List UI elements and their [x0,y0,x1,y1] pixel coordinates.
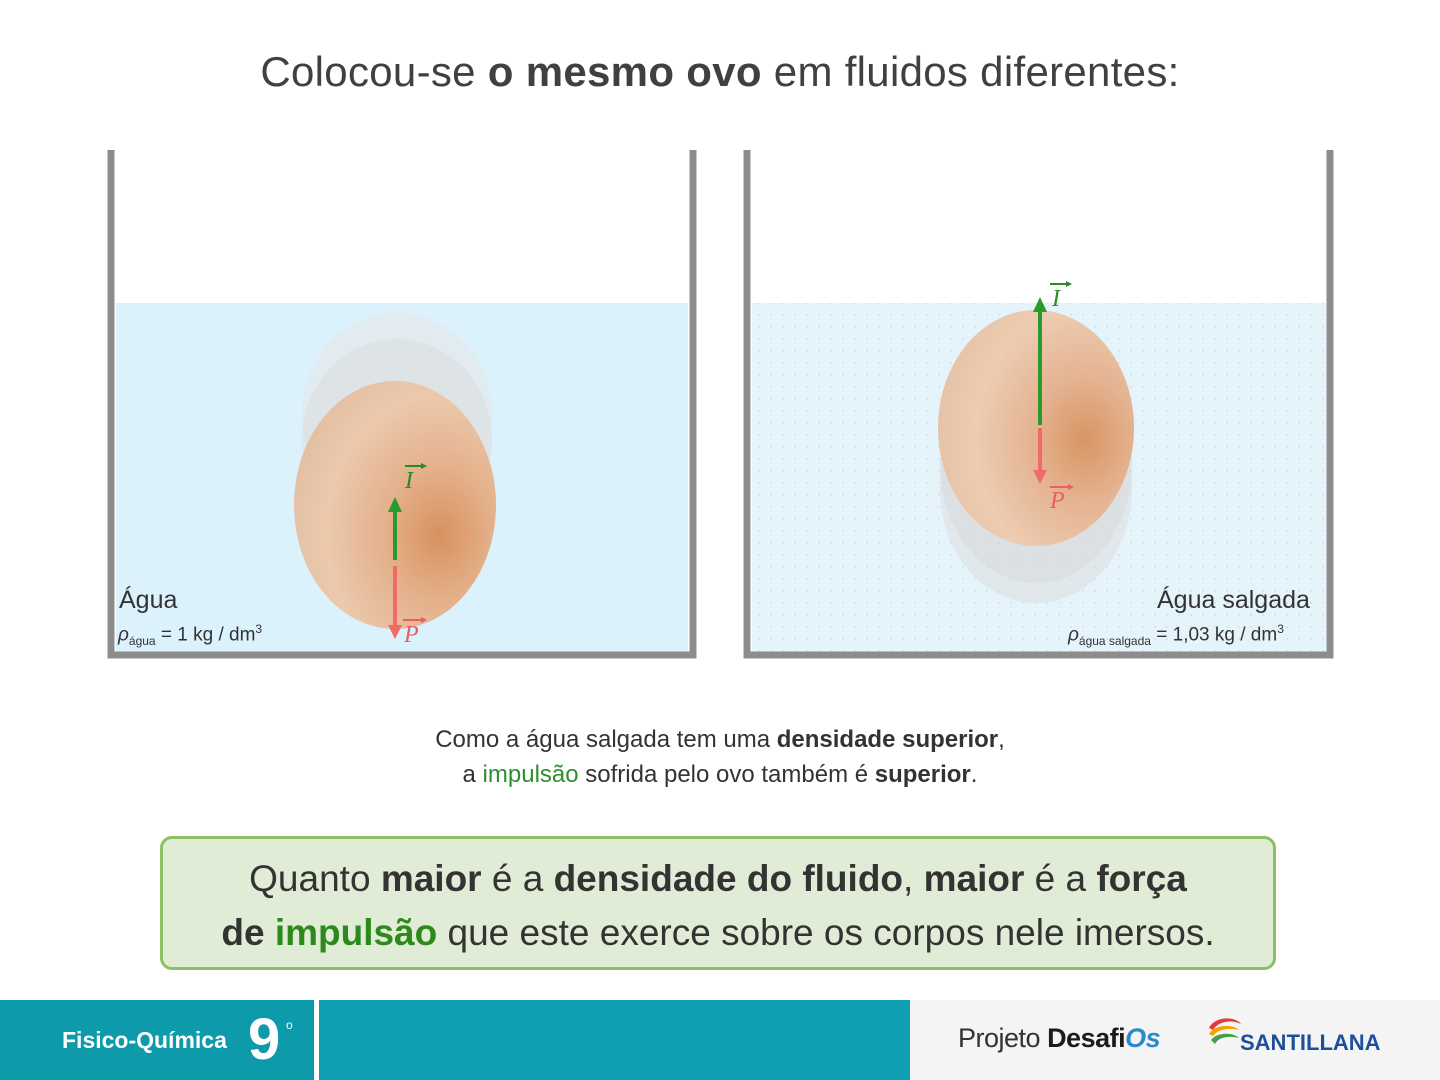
weight-label-right: P [1050,488,1065,514]
weight-label-left: P [404,622,419,648]
brand-name: SANTILLANA [1240,1030,1381,1055]
density-right: $\rho_{água salgada} = 1,03$ kg / $dm^3$ [1068,622,1284,649]
santillana-swirl-icon [1205,1014,1245,1050]
egg-right [938,310,1134,546]
fluid-label-right: Água salgada [1157,586,1310,614]
subject-label: Fisico-Química [62,1027,227,1053]
footer-bar [0,1000,1440,1080]
project-logo: Projeto DesafiOs [958,1023,1161,1053]
impulse-label-left: I [405,468,413,494]
footer-subject-panel [0,1000,319,1080]
density-left: $\rho_{água} = 1$ kg / $dm^3$ [118,622,263,649]
footer-brand-panel [910,1000,1440,1080]
grade-superscript: o [286,1018,293,1032]
fluid-label-left: Água [119,586,178,614]
conclusion-box: Quanto maior é a densidade do fluido, maior é a força de impulsão que este exerce sobre os corpos nele imersos. [160,836,1276,970]
impulse-label-right: I [1052,286,1060,312]
explanation-text: Como a água salgada tem uma densidade superior, a impulsão sofrida pelo ovo também é superior. [435,726,1005,788]
page-title: Colocou-se o mesmo ovo em fluidos diferentes: [260,48,1180,95]
grade-number: 9 [248,1007,281,1072]
